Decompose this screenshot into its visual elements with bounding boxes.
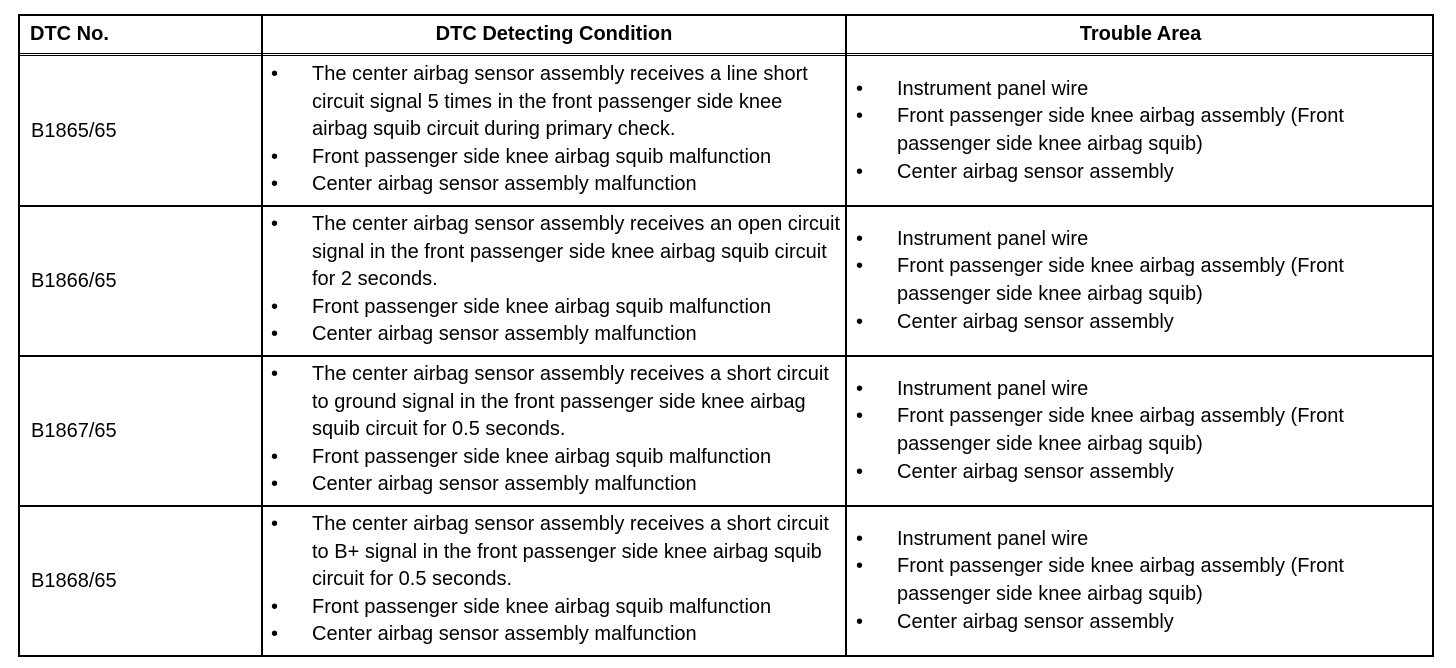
trouble-area-item [856, 526, 1434, 554]
trouble-area-item [856, 376, 1434, 404]
bullet-icon: • [856, 227, 864, 250]
trouble-area-text: Instrument panel wire [897, 77, 1089, 100]
bullet-icon: • [856, 160, 864, 183]
bullet-icon: • [856, 377, 864, 400]
condition-list [271, 211, 841, 349]
condition-text: Front passenger side knee airbag squib malfunction [312, 145, 772, 168]
trouble-area-text: Front passenger side knee airbag assembly (Front passenger side knee airbag squib) [897, 555, 1344, 605]
condition-item [271, 294, 841, 322]
condition-list [271, 61, 841, 199]
condition-text: Front passenger side knee airbag squib malfunction [312, 445, 772, 468]
bullet-icon: • [856, 310, 864, 333]
condition-text: Center airbag sensor assembly malfunction [312, 173, 697, 196]
bullet-icon: • [271, 595, 279, 618]
condition-text: Center airbag sensor assembly malfunction [312, 323, 697, 346]
trouble-area-item [856, 553, 1434, 608]
table-row [20, 506, 1432, 656]
bullet-icon: • [271, 323, 279, 346]
bullet-icon: • [856, 77, 864, 100]
condition-text: The center airbag sensor assembly receives a line short circuit signal 5 times in the front passenger side knee airbag squib circuit during primary check. [312, 63, 808, 141]
trouble-area-text: Front passenger side knee airbag assembly (Front passenger side knee airbag squib) [897, 105, 1344, 155]
condition-item [271, 471, 841, 499]
trouble-area-text: Front passenger side knee airbag assembly (Front passenger side knee airbag squib) [897, 255, 1344, 305]
bullet-icon: • [271, 363, 279, 385]
trouble-area-list [856, 506, 1434, 656]
dtc-code: B1865/65 [31, 119, 117, 142]
header-dtc-no: DTC No. [30, 23, 109, 45]
bullet-icon: • [856, 105, 864, 128]
condition-item [271, 171, 841, 199]
table-row [20, 356, 1432, 506]
bullet-icon: • [271, 473, 279, 496]
bullet-icon: • [856, 527, 864, 550]
condition-item [271, 321, 841, 349]
trouble-area-text: Instrument panel wire [897, 227, 1089, 250]
trouble-area-item [856, 403, 1434, 458]
bullet-icon: • [271, 145, 279, 168]
trouble-area-item [856, 253, 1434, 308]
bullet-icon: • [271, 623, 279, 646]
condition-item [271, 594, 841, 622]
trouble-area-item [856, 76, 1434, 104]
bullet-icon: • [856, 255, 864, 278]
trouble-area-list [856, 206, 1434, 356]
trouble-area-text: Center airbag sensor assembly [897, 610, 1174, 633]
condition-item [271, 621, 841, 649]
trouble-area-text: Center airbag sensor assembly [897, 460, 1174, 483]
condition-item [271, 61, 841, 144]
bullet-icon: • [856, 460, 864, 483]
trouble-area-text: Instrument panel wire [897, 527, 1089, 550]
bullet-icon: • [856, 405, 864, 428]
dtc-table [18, 14, 1434, 657]
trouble-area-list [856, 356, 1434, 506]
trouble-area-item [856, 459, 1434, 487]
condition-text: The center airbag sensor assembly receives an open circuit signal in the front passenger side knee airbag squib circuit for 2 seconds. [312, 213, 841, 291]
bullet-icon: • [271, 295, 279, 318]
condition-item [271, 444, 841, 472]
trouble-area-item [856, 159, 1434, 187]
trouble-area-item [856, 309, 1434, 337]
bullet-icon: • [271, 213, 279, 235]
condition-list [271, 511, 841, 649]
condition-text: Center airbag sensor assembly malfunction [312, 623, 697, 646]
bullet-icon: • [271, 173, 279, 196]
dtc-code: B1868/65 [31, 569, 117, 592]
condition-item [271, 144, 841, 172]
dtc-code: B1866/65 [31, 269, 117, 292]
bullet-icon: • [271, 445, 279, 468]
condition-text: Front passenger side knee airbag squib malfunction [312, 595, 772, 618]
bullet-icon: • [271, 513, 279, 535]
condition-item [271, 361, 841, 444]
trouble-area-item [856, 103, 1434, 158]
header-trouble-area: Trouble Area [1079, 23, 1202, 45]
condition-text: The center airbag sensor assembly receives a short circuit to ground signal in the front passenger side knee airbag squib circuit for 0.5 seconds. [312, 363, 829, 441]
table-row [20, 206, 1432, 356]
trouble-area-list [856, 56, 1434, 206]
condition-list [271, 361, 841, 499]
trouble-area-item [856, 609, 1434, 637]
condition-item [271, 511, 841, 594]
header-condition: DTC Detecting Condition [435, 23, 673, 45]
condition-text: The center airbag sensor assembly receives a short circuit to B+ signal in the front passenger side knee airbag squib circuit for 0.5 seconds. [312, 513, 829, 591]
bullet-icon: • [271, 63, 279, 85]
dtc-code: B1867/65 [31, 419, 117, 442]
condition-text: Center airbag sensor assembly malfunction [312, 473, 697, 496]
table-row [20, 56, 1432, 206]
trouble-area-text: Center airbag sensor assembly [897, 310, 1174, 333]
condition-text: Front passenger side knee airbag squib malfunction [312, 295, 772, 318]
trouble-area-text: Instrument panel wire [897, 377, 1089, 400]
trouble-area-item [856, 226, 1434, 254]
trouble-area-text: Front passenger side knee airbag assembly (Front passenger side knee airbag squib) [897, 405, 1344, 455]
bullet-icon: • [856, 555, 864, 578]
condition-item [271, 211, 841, 294]
bullet-icon: • [856, 610, 864, 633]
trouble-area-text: Center airbag sensor assembly [897, 160, 1174, 183]
